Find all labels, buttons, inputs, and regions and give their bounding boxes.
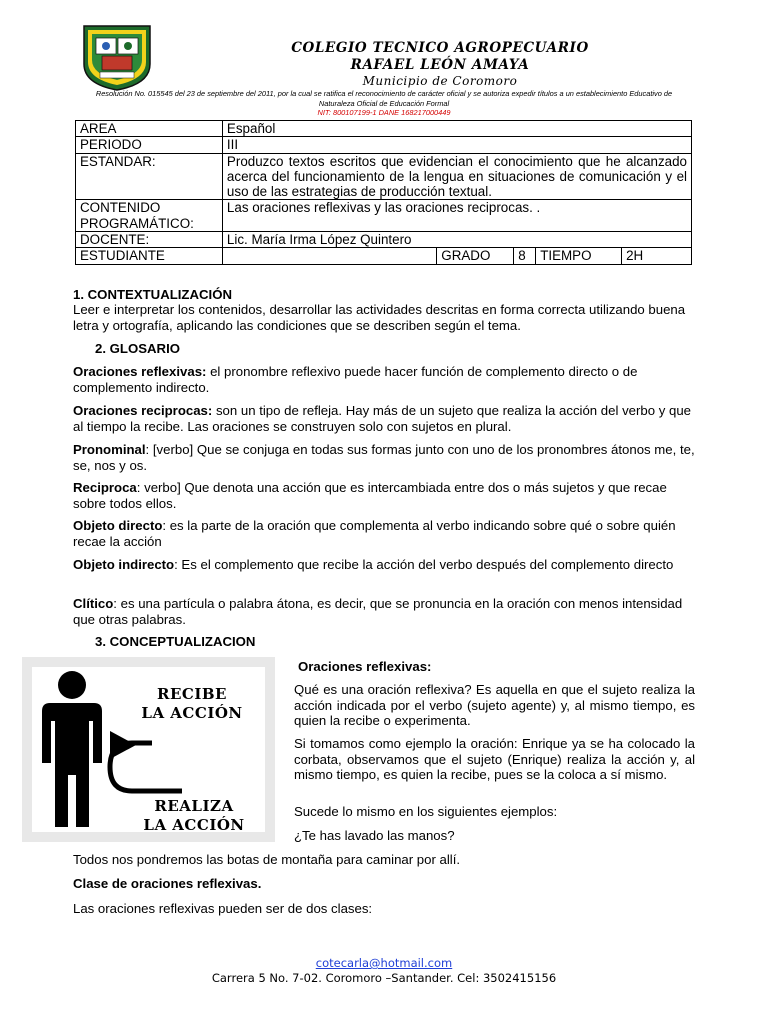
glossary-term: Pronominal — [73, 442, 146, 457]
illustration-label-top — [122, 685, 262, 723]
illustration-panel — [32, 667, 265, 832]
illustration-label-top-1: RECIBE — [157, 685, 227, 703]
estudiante-label: ESTUDIANTE — [76, 248, 223, 264]
area-value: Español — [222, 121, 691, 137]
illustration-label-bottom-2: LA ACCIÓN — [143, 816, 245, 834]
concept-example-2: Todos nos pondremos las botas de montaña para caminar por allí. — [73, 852, 461, 867]
glossary-entry — [73, 480, 695, 511]
glossary-term: Oraciones reciprocas: — [73, 403, 213, 418]
clase-heading: Clase de oraciones reflexivas. — [73, 876, 262, 891]
illustration-label-top-2: LA ACCIÓN — [141, 704, 243, 722]
glossary-definition: : verbo] Que denota una acción que es intercambiada entre dos o más sujetos y que recae sobre todos ellos. — [73, 480, 667, 511]
row-area — [76, 121, 692, 137]
section1-text: Leer e interpretar los contenidos, desarrollar las actividades descritas en forma correcta utilizando buena letra y ortografía, aplicando las condiciones que se describen según el tema. — [73, 302, 686, 333]
glossary-definition: : Es el complemento que recibe la acción del verbo después del complemento directo — [174, 557, 674, 572]
row-periodo — [76, 137, 692, 153]
glossary-definition: : [verbo] Que se conjuga en todas sus formas junto con uno de los pronombres átonos me, te, se, nos y os. — [73, 442, 695, 473]
concept-paragraph-1: Qué es una oración reflexiva? Es aquella en que el sujeto realiza la acción indicada por el verbo (sujeto agente) y, al mismo tiempo, es quien la recibe o experimenta. — [294, 682, 695, 729]
concept-paragraph-2: Si tomamos como ejemplo la oración: Enrique ya se ha colocado la corbata, observamos que el sujeto (Enrique) realiza la acción y, al mismo tiempo, es quien la recibe, pues se la coloca a sí mismo. — [294, 736, 695, 783]
school-name-line1: COLEGIO TECNICO AGROPECUARIO — [291, 40, 589, 56]
school-crest-logo — [78, 20, 156, 92]
glossary-term: Objeto indirecto — [73, 557, 175, 572]
estudiante-value[interactable] — [222, 248, 436, 264]
reflexive-subheading: Oraciones reflexivas: — [298, 659, 432, 674]
illustration-label-bottom — [124, 797, 264, 835]
glossary-term: Oraciones reflexivas: — [73, 364, 207, 379]
row-estandar — [76, 153, 692, 200]
glossary-entry — [73, 442, 695, 473]
school-name-line2: RAFAEL LEÓN AMAYA — [350, 57, 530, 73]
row-docente — [76, 232, 692, 248]
tiempo-value: 2H — [622, 248, 692, 264]
docente-label: DOCENTE: — [76, 232, 223, 248]
glossary-definition: : es la parte de la oración que complementa al verbo indicando sobre qué o sobre quién recae la acción — [73, 518, 676, 549]
resolution-text: Resolución No. 015545 del 23 de septiembre del 2011, por la cual se ratifica el reconocimiento de carácter oficial y se autoriza expedir títulos a un establecimiento Educativo de Naturaleza Oficial de Educación Formal — [95, 89, 673, 108]
contenido-value: Las oraciones reflexivas y las oraciones reciprocas. . — [222, 200, 691, 232]
glossary-entry — [73, 518, 695, 549]
glossary-entry — [73, 364, 695, 395]
reflexive-action-illustration — [22, 657, 275, 842]
row-contenido — [76, 200, 692, 232]
glossary-term: Objeto directo — [73, 518, 163, 533]
area-label: AREA — [76, 121, 223, 137]
docente-value: Lic. María Irma López Quintero — [222, 232, 691, 248]
section2-heading: 2. GLOSARIO — [95, 341, 180, 356]
estandar-value: Produzco textos escritos que evidencian el conocimiento que he alcanzado acerca del funcionamiento de la lengua en situaciones de comunicación y el uso de las estrategias de producción textual. — [222, 153, 691, 200]
glossary-entry — [73, 596, 695, 627]
glossary-term: Clítico — [73, 596, 114, 611]
periodo-label: PERIODO — [76, 137, 223, 153]
illustration-label-bottom-1: REALIZA — [154, 797, 234, 815]
glossary-definition: son un tipo de refleja. Hay más de un sujeto que realiza la acción del verbo y que al tiempo la recibe. Las oraciones se construyen solo con sujetos en plural. — [73, 403, 691, 434]
grado-value: 8 — [514, 248, 536, 264]
estandar-label: ESTANDAR: — [76, 153, 223, 200]
footer-address: Carrera 5 No. 7-02. Coromoro –Santander. Cel: 3502415156 — [211, 971, 557, 985]
contenido-label: CONTENIDO PROGRAMÁTICO: — [76, 200, 223, 232]
glossary-definition: : es una partícula o palabra átona, es decir, que se pronuncia en la oración con menos intensidad que otras palabras. — [73, 596, 683, 627]
section3-heading: 3. CONCEPTUALIZACION — [95, 634, 256, 649]
glossary-entry — [73, 403, 695, 434]
tiempo-label: TIEMPO — [536, 248, 622, 264]
glossary-entry — [73, 557, 695, 573]
municipality: Municipio de Coromoro — [362, 74, 518, 88]
grado-label: GRADO — [437, 248, 514, 264]
concept-paragraph-6: Las oraciones reflexivas pueden ser de dos clases: — [73, 901, 373, 916]
glossary-term: Reciproca — [73, 480, 137, 495]
nit-dane: NIT: 800107199-1 DANE 168217000449 — [317, 108, 451, 117]
footer-email-link[interactable]: cotecarla@hotmail.com — [315, 956, 453, 970]
info-table — [75, 120, 692, 265]
concept-example-1: ¿Te has lavado las manos? — [294, 828, 455, 843]
concept-paragraph-3: Sucede lo mismo en los siguientes ejemplos: — [294, 804, 558, 819]
periodo-value: III — [222, 137, 691, 153]
glossary-definition: el pronombre reflexivo puede hacer función de complemento directo o de complemento indirecto. — [73, 364, 638, 395]
row-estudiante — [76, 248, 692, 264]
section1-heading: 1. CONTEXTUALIZACIÓN — [73, 287, 232, 302]
